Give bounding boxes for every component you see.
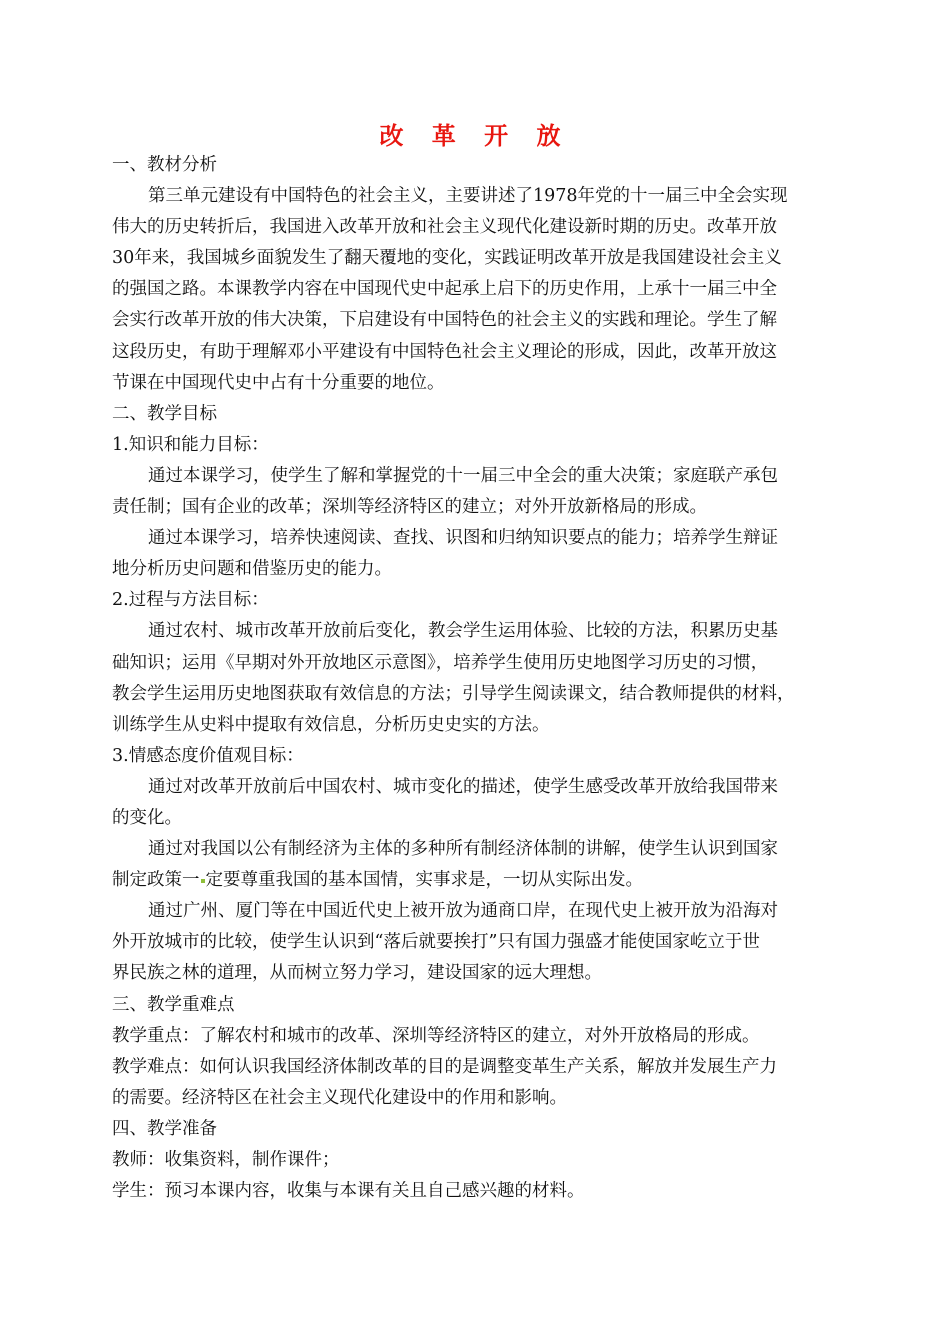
paragraph-line: 地分析历史问题和借鉴历史的能力。 [112,559,392,580]
paragraph-line: 通过农村、城市改革开放前后变化，教会学生运用体验、比较的方法，积累历史基 [148,621,778,642]
paragraph-line: 第三单元建设有中国特色的社会主义，主要讲述了1978年党的十一届三中全会实现 [148,186,788,207]
text-segment: 制定政策一 [112,870,200,891]
text-segment: 定要尊重我国的基本国情，实事求是，一切从实际出发。 [205,870,643,891]
paragraph-line: 通过广州、厦门等在中国近代史上被开放为通商口岸，在现代史上被开放为沿海对 [148,901,778,922]
paragraph-line: 的强国之路。本课教学内容在中国现代史中起承上启下的历史作用，上承十一届三中全 [112,279,777,300]
stray-dot-mark [201,879,205,883]
paragraph-line [112,865,852,896]
subsection-heading: 2.过程与方法目标： [112,590,269,611]
paragraph-line: 责任制；国有企业的改革；深圳等经济特区的建立；对外开放新格局的形成。 [112,497,707,518]
paragraph-line: 节课在中国现代史中占有十分重要的地位。 [112,372,445,393]
paragraph-line: 30年来，我国城乡面貌发生了翻天覆地的变化，实践证明改革开放是我国建设社会主义 [112,248,782,269]
paragraph-line: 通过对改革开放前后中国农村、城市变化的描述，使学生感受改革开放给我国带来 [148,776,778,797]
paragraph-line: 教会学生运用历史地图获取有效信息的方法；引导学生阅读课文，结合教师提供的材料， [112,683,795,704]
paragraph-line: 界民族之林的道理，从而树立努力学习，建设国家的远大理想。 [112,963,602,984]
paragraph-line: 这段历史，有助于理解邓小平建设有中国特色社会主义理论的形成，因此，改革开放这 [112,341,777,362]
paragraph-line: 的需要。经济特区在社会主义现代化建设中的作用和影响。 [112,1087,567,1108]
paragraph-line: 通过本课学习，使学生了解和掌握党的十一届三中全会的重大决策；家庭联产承包 [148,465,778,486]
document-title: 改 革 开 放 [379,122,571,150]
paragraph-line: 通过本课学习，培养快速阅读、查找、识图和归纳知识要点的能力；培养学生辩证 [148,528,778,549]
section-heading-2: 二、教学目标 [112,403,217,424]
paragraph-line: 教学难点：如何认识我国经济体制改革的目的是调整变革生产关系，解放并发展生产力 [112,1056,777,1077]
section-heading-3: 三、教学重难点 [112,994,235,1015]
section-heading-1: 一、教材分析 [112,155,217,175]
subsection-heading: 3.情感态度价值观目标： [112,745,304,766]
paragraph-line: 的变化。 [112,807,182,828]
paragraph-line: 训练学生从史料中提取有效信息，分析历史史实的方法。 [112,714,550,735]
paragraph-line: 会实行改革开放的伟大决策，下启建设有中国特色的社会主义的实践和理论。学生了解 [112,310,777,331]
paragraph-line: 通过对我国以公有制经济为主体的多种所有制经济体制的讲解，使学生认识到国家 [148,839,778,860]
section-heading-4: 四、教学准备 [112,1118,217,1139]
paragraph-line: 外开放城市的比较，使学生认识到“落后就要挨打”只有国力强盛才能使国家屹立于世 [112,932,760,953]
paragraph-line: 教师：收集资料，制作课件； [112,1150,340,1170]
paragraph-line: 学生：预习本课内容，收集与本课有关且自己感兴趣的材料。 [112,1181,585,1202]
paragraph-line: 伟大的历史转折后，我国进入改革开放和社会主义现代化建设新时期的历史。改革开放 [112,217,777,238]
paragraph-line: 教学重点：了解农村和城市的改革、深圳等经济特区的建立，对外开放格局的形成。 [112,1025,760,1046]
subsection-heading: 1.知识和能力目标： [112,434,269,455]
paragraph-line: 础知识；运用《早期对外开放地区示意图》，培养学生使用历史地图学习历史的习惯， [112,652,769,673]
document-body [112,150,852,1207]
